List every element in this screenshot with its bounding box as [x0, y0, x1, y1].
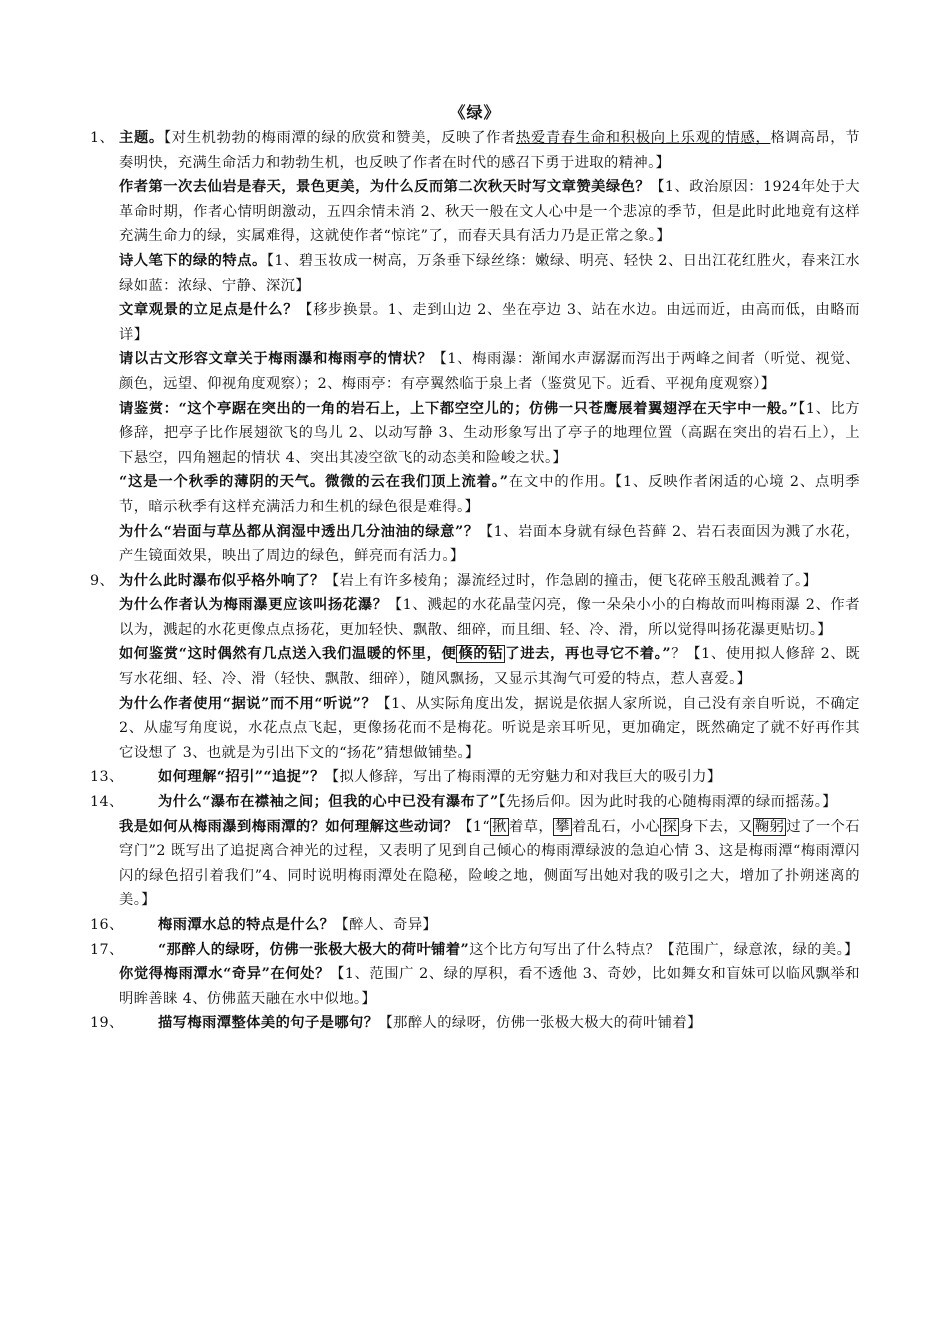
question-text: 我是如何从梅雨瀑到梅雨潭的？如何理解这些动词？ [119, 818, 459, 835]
item-number: 17、 [90, 941, 124, 958]
item-number: 19、 [90, 1015, 124, 1032]
question-text: 请鉴赏：“这个亭踞在突出的一角的岩石上，上下都空空儿的；仿佛一只苍鹰展着翼翅浮在天宇中一般。” [119, 400, 799, 417]
answer-text: 【岩上有许多棱角；瀑流经过时，作急剧的撞击，便飞花碎玉般乱溅着了。】 [324, 572, 818, 589]
list-item [90, 790, 860, 815]
question-text: 为什么此时瀑布似乎格外响了？ [119, 572, 325, 589]
answer-text: 身下去，又 [679, 818, 753, 835]
answer-text: ？【1、使用拟人修辞 2、既写水花细、轻、冷、滑（轻快、飘散、细碎），随风飘扬，又显示其淘气可爱的特点，惹人喜爱。】 [119, 646, 861, 688]
answer-text: 过了一个石穹门”2 既写出了追捉离合神光的过程，又表明了见到自己倾心的梅雨潭绿波的急迫心情 3、这是梅雨潭“梅雨潭闪闪的绿色招引着我们”4、同时说明梅雨潭处在隐秘，险峻之地，侧面写出她对我的吸引之大，增加了扑朔迷离的美。】 [119, 818, 861, 909]
list-item [90, 1011, 860, 1036]
answer-text: 【那醉人的绿呀，仿佛一张极大极大的荷叶铺着】 [378, 1015, 702, 1032]
answer-text: 【1、溅起的水花晶莹闪亮，像一朵朵小小的白梅故而叫梅雨瀑 2、作者以为，溅起的水花更像点点扬花，更加轻快、飘散、细碎，而且细、轻、冷、滑，所以觉得叫扬花瀑更贴切。】 [119, 597, 861, 638]
question-text: 文章观景的立足点是什么？ [119, 302, 299, 319]
list-item [90, 470, 860, 519]
question-text: “这是一个秋季的薄阴的天气。微微的云在我们顶上流着。” [119, 474, 509, 491]
question-list [90, 126, 860, 1036]
question-text: 为什么作者认为梅雨瀑更应该叫扬花瀑？ [119, 597, 388, 614]
answer-text: 着草， [508, 818, 554, 835]
list-item [90, 692, 860, 766]
answer-text: 【移步换景。1、走到山边 2、坐在亭边 3、站在水边。由远而近，由高而低，由略而详】 [119, 302, 860, 343]
answer-underlined: 热爱青春生命和积极向上乐观的情感， [515, 130, 771, 146]
item-number: 16、 [90, 917, 124, 933]
list-item [90, 913, 860, 938]
answer-text: 在文中的作用。【1、反映作者闲适的心境 2、点明季节，暗示秋季有这样充满活力和生机的绿色很是难得。】 [119, 474, 860, 515]
list-item [90, 765, 860, 790]
question-text: “那醉人的绿呀，仿佛一张极大极大的荷叶铺着” [158, 941, 470, 958]
answer-text: 【拟人修辞，写出了梅雨潭的无穷魅力和对我巨大的吸引力】 [324, 769, 722, 786]
list-item [90, 569, 860, 594]
boxed-word: 鞠躬 [754, 818, 785, 835]
answer-text: 【对生机勃勃的梅雨潭的绿的欣赏和赞美，反映了作者 [163, 130, 516, 146]
question-text: 为什么作者使用“据说”而不用“听说”？ [119, 695, 377, 712]
item-number: 13、 [90, 769, 124, 786]
boxed-word: 攀 [555, 818, 570, 835]
list-item [90, 520, 860, 569]
page-title: 《绿》 [449, 103, 501, 122]
answer-text: 格调高昂，节奏明快，充满生命活力和勃勃生机，也反映了作者在时代的感召下勇于进取的精神。】 [119, 130, 860, 171]
list-item [90, 397, 860, 471]
answer-text: 【1、范围广 2、绿的厚积，看不透他 3、奇妙，比如舞女和盲妹可以临风飘举和明眸善睐 4、仿佛蓝天融在水中似地。】 [119, 966, 860, 1007]
question-text: 诗人笔下的绿的特点。 [119, 252, 267, 269]
question-text: 如何鉴赏“这时偶然有几点送入我们温暖的怀里，便 [119, 646, 457, 663]
answer-text: 【1、梅雨瀑：渐闻水声潺潺而泻出于两峰之间者（听觉、视觉、颜色，远望、仰视角度观察）；2、梅雨亭：有亭翼然临于泉上者（鉴赏见下。近看、平视角度观察）】 [119, 351, 860, 392]
answer-text: 【醉人、奇异】 [334, 917, 438, 933]
answer-text: 【1“ [458, 818, 491, 835]
question-text: 如何理解“招引”“追捉”？ [158, 769, 325, 786]
question-text: 主题。 [119, 130, 164, 146]
answer-text: 【先扬后仰。因为此时我的心随梅雨潭的绿而摇荡。】 [498, 794, 838, 811]
list-item [90, 593, 860, 642]
list-item [90, 175, 860, 249]
list-item [90, 938, 860, 963]
list-item [90, 962, 860, 1011]
question-text: 梅雨潭水总的特点是什么？ [158, 917, 335, 933]
answer-text: 【1、政治原因：1924年处于大革命时期，作者心情明朗激动，五四余情未消 2、秋天一般在文人心中是一个悲凉的季节，但是此时此地竟有这样充满生命力的绿，实属难得，这就使作者“惊诧”了，而春天具有活力乃是正常之象。】 [119, 179, 860, 245]
answer-text: 【1、比方修辞，把亭子比作展翅欲飞的鸟儿 2、以动写静 3、生动形象写出了亭子的地理位置（高踞在突出的岩石上），上下悬空，四角翘起的情状 4、突出其凌空欲飞的动态美和险峻之状。】 [119, 400, 861, 466]
answer-text: 着乱石，小心 [571, 818, 661, 835]
question-text: 你觉得梅雨潭水“奇异”在何处？ [119, 966, 330, 983]
answer-text: 【1、碧玉妆成一树高，万条垂下绿丝绦：嫩绿、明亮、轻快 2、日出江花红胜火，春来江水绿如蓝：浓绿、宁静、深沉】 [119, 252, 860, 294]
item-number: 9、 [90, 572, 115, 589]
item-number: 1、 [90, 130, 115, 146]
boxed-word: 倏的钻 [458, 646, 504, 663]
answer-text: 【1、从实际角度出发，据说是依据人家所说，自己没有亲自听说，不确定 2、从虚写角度说，水花点点飞起，更像扬花而不是梅花。听说是亲耳听见，更加确定，既然确定了就不好再作其它设想了 3、也就是为引出下文的“扬花”猜想做铺垫。】 [119, 695, 860, 761]
answer-text: 【1、岩面本身就有绿色苔藓 2、岩石表面因为溅了水花，产生镜面效果，映出了周边的绿色，鲜亮而有活力。】 [119, 523, 860, 565]
list-item [90, 298, 860, 347]
list-item [90, 249, 860, 298]
boxed-word: 探 [662, 818, 678, 835]
answer-text: 这个比方句写出了什么特点？【范围广，绿意浓，绿的美。】 [469, 941, 859, 958]
question-text: 请以古文形容文章关于梅雨瀑和梅雨亭的情状？ [119, 351, 433, 368]
question-text: 为什么“岩面与草丛都从润湿中透出几分油油的绿意”？ [119, 523, 479, 540]
boxed-word: 揪 [492, 818, 507, 835]
list-item [90, 642, 860, 691]
item-number: 14、 [90, 794, 124, 811]
question-text: 为什么“瀑布在襟袖之间；但我的心中已没有瀑布了” [158, 794, 499, 811]
question-text: 了进去，再也寻它不着。” [505, 646, 672, 663]
question-text: 描写梅雨潭整体美的句子是哪句？ [158, 1015, 379, 1032]
list-item [90, 815, 860, 913]
list-item [90, 126, 860, 175]
list-item [90, 347, 860, 396]
question-text: 作者第一次去仙岩是春天，景色更美，为什么反而第二次秋天时写文章赞美绿色？ [119, 179, 651, 196]
